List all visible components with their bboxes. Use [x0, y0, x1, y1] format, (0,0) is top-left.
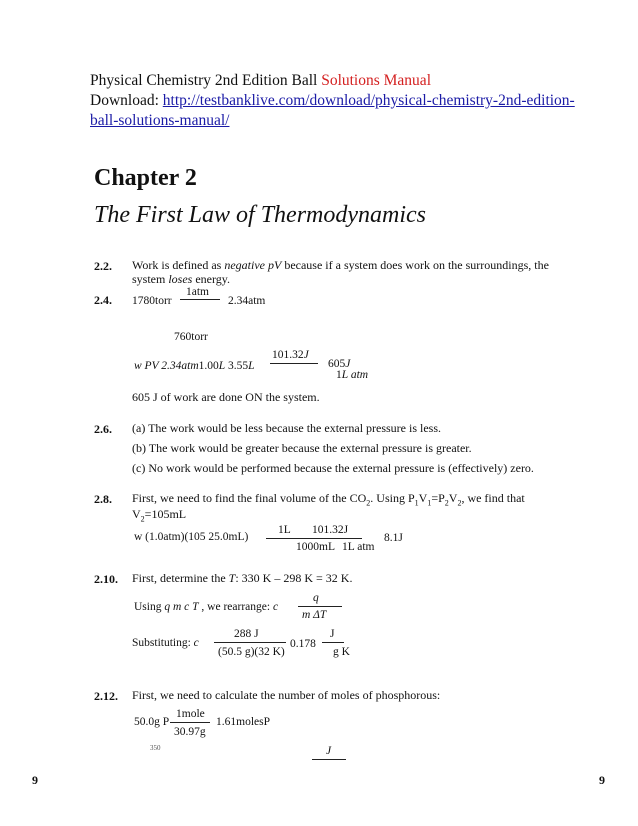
download-link-continued[interactable]: ball-solutions-manual/ — [90, 112, 230, 129]
fraction-bar — [312, 759, 346, 760]
text: First, determine the — [132, 571, 229, 585]
subscript: 2 — [457, 498, 462, 508]
fraction-bar — [322, 642, 344, 643]
equation-value: 0.178 — [290, 638, 316, 650]
eq-part: 101.32 — [272, 349, 304, 361]
fraction-numerator: 101.32J — [312, 524, 349, 536]
problem-note: 605 J of work are done ON the system. — [132, 390, 320, 404]
fraction-denominator: (50.5 g)(32 K) — [218, 646, 285, 658]
fraction-numerator: 288 J — [234, 628, 259, 640]
text: because if a system does work on the surroundings, the — [281, 258, 549, 272]
equation-left: 1780torr — [132, 295, 172, 307]
eq-part: q — [313, 592, 319, 604]
unit-denominator: g K — [333, 646, 350, 658]
text: system — [132, 272, 169, 286]
fraction-bar — [214, 642, 286, 643]
fraction-numerator: 1mole — [176, 708, 205, 720]
fraction-bar — [270, 363, 318, 364]
eq-part: atm — [181, 360, 199, 372]
fraction-denominator: 1000mL — [296, 541, 335, 553]
unit-numerator: J — [330, 628, 335, 640]
fraction-bar — [298, 606, 342, 607]
text: . Using P — [370, 491, 415, 505]
answer-c: (c) No work would be performed because the external pressure is (effectively) zero. — [132, 461, 534, 475]
eq-part: J — [345, 358, 351, 370]
fraction-numerator: 1atm — [186, 286, 209, 298]
header-solutions-manual: Solutions Manual — [321, 72, 431, 89]
download-label: Download: — [90, 92, 163, 109]
tiny-label: 350 — [150, 744, 161, 752]
equation-left: w (1.0atm)(105 25.0mL) — [134, 531, 249, 543]
equation-result: 2.34atm — [228, 295, 266, 307]
text: energy. — [192, 272, 230, 286]
problem-2-8-line-2 — [132, 507, 186, 526]
subscript: 2 — [444, 498, 449, 508]
header-line-1 — [90, 71, 431, 91]
problem-2-2-line-1 — [132, 258, 549, 273]
fraction-numerator — [313, 592, 319, 604]
subscript: 1 — [427, 498, 432, 508]
problem-number: 2.4. — [94, 293, 112, 307]
fraction-numerator: 1L — [278, 524, 291, 536]
problem-number: 2.2. — [94, 259, 112, 273]
emphasis: loses — [168, 272, 193, 286]
text: Substituting: — [132, 637, 194, 649]
eq-part: w PV 2.34 — [134, 360, 182, 372]
subscript: 2 — [366, 498, 371, 508]
fraction-bar — [266, 538, 310, 539]
fraction-bar — [170, 722, 210, 723]
problem-2-8-line-1 — [132, 491, 525, 510]
answer-b: (b) The work would be greater because the external pressure is greater. — [132, 441, 472, 455]
problem-number: 2.8. — [94, 492, 112, 506]
text: =105mL — [144, 507, 187, 521]
problem-2-10-line-1 — [132, 571, 352, 586]
chapter-title: Chapter 2 — [94, 165, 197, 191]
eq-part: L — [248, 360, 255, 372]
eq-part: 1 — [336, 369, 342, 381]
text: : 330 K – 298 K = 32 K. — [235, 571, 353, 585]
page-number-right: 9 — [599, 773, 605, 787]
problem-number: 2.12. — [94, 689, 118, 703]
substituting-line — [132, 637, 199, 649]
text: V — [448, 491, 458, 505]
equation-result: 8.1J — [384, 532, 403, 544]
eq-part: L atm — [341, 369, 369, 381]
subscript: 2 — [140, 514, 145, 524]
text: V — [132, 507, 141, 521]
fraction-bar — [306, 538, 362, 539]
text: =P — [431, 491, 445, 505]
text: V — [418, 491, 428, 505]
eq-part: 3.55 — [225, 360, 249, 372]
equation-left: 50.0g P — [134, 716, 170, 728]
fraction-denominator — [336, 369, 368, 381]
fraction-denominator — [302, 609, 326, 621]
text: Work is defined as — [132, 258, 225, 272]
emphasis: T — [228, 571, 236, 585]
text: Using — [134, 601, 165, 613]
eq-part: J — [303, 349, 309, 361]
subscript: 1 — [414, 498, 419, 508]
eq-part: J — [326, 745, 332, 757]
header-line-3 — [90, 111, 229, 131]
eq-part: c — [272, 601, 279, 613]
text: First, we need to find the final volume of the CO — [132, 491, 367, 505]
fraction-denominator: 30.97g — [174, 726, 206, 738]
eq-part: L — [218, 360, 226, 372]
problem-number: 2.10. — [94, 572, 118, 586]
eq-part: 1.00 — [198, 360, 219, 372]
fraction-numerator — [272, 349, 309, 361]
eq-part: q m c T — [164, 601, 199, 613]
eq-part: m ΔT — [302, 609, 327, 621]
fraction-denominator: 1L atm — [342, 541, 375, 553]
emphasis: negative pV — [224, 258, 282, 272]
equation-result: 1.61molesP — [216, 716, 270, 728]
page-number-left: 9 — [32, 773, 38, 787]
problem-number: 2.6. — [94, 422, 112, 436]
problem-2-12-line-1: First, we need to calculate the number of moles of phosphorous: — [132, 688, 441, 702]
answer-a: (a) The work would be less because the external pressure is less. — [132, 421, 442, 435]
chapter-subtitle: The First Law of Thermodynamics — [94, 202, 427, 228]
header-title: Physical Chemistry 2nd Edition Ball — [90, 72, 322, 89]
eq-part: c — [193, 637, 199, 649]
header-line-2 — [90, 91, 575, 111]
problem-2-2-line-2 — [132, 272, 230, 287]
trailing-unit — [326, 745, 331, 757]
eq-part: 605 — [328, 358, 346, 370]
work-equation — [134, 360, 255, 372]
download-link[interactable]: http://testbanklive.com/download/physical-chemistry-2nd-edition- — [162, 92, 575, 109]
text: , we rearrange: — [198, 601, 273, 613]
using-line — [134, 601, 278, 613]
fraction-bar — [180, 299, 220, 300]
fraction-denominator: 760torr — [174, 331, 208, 343]
text: , we find that — [461, 491, 525, 505]
